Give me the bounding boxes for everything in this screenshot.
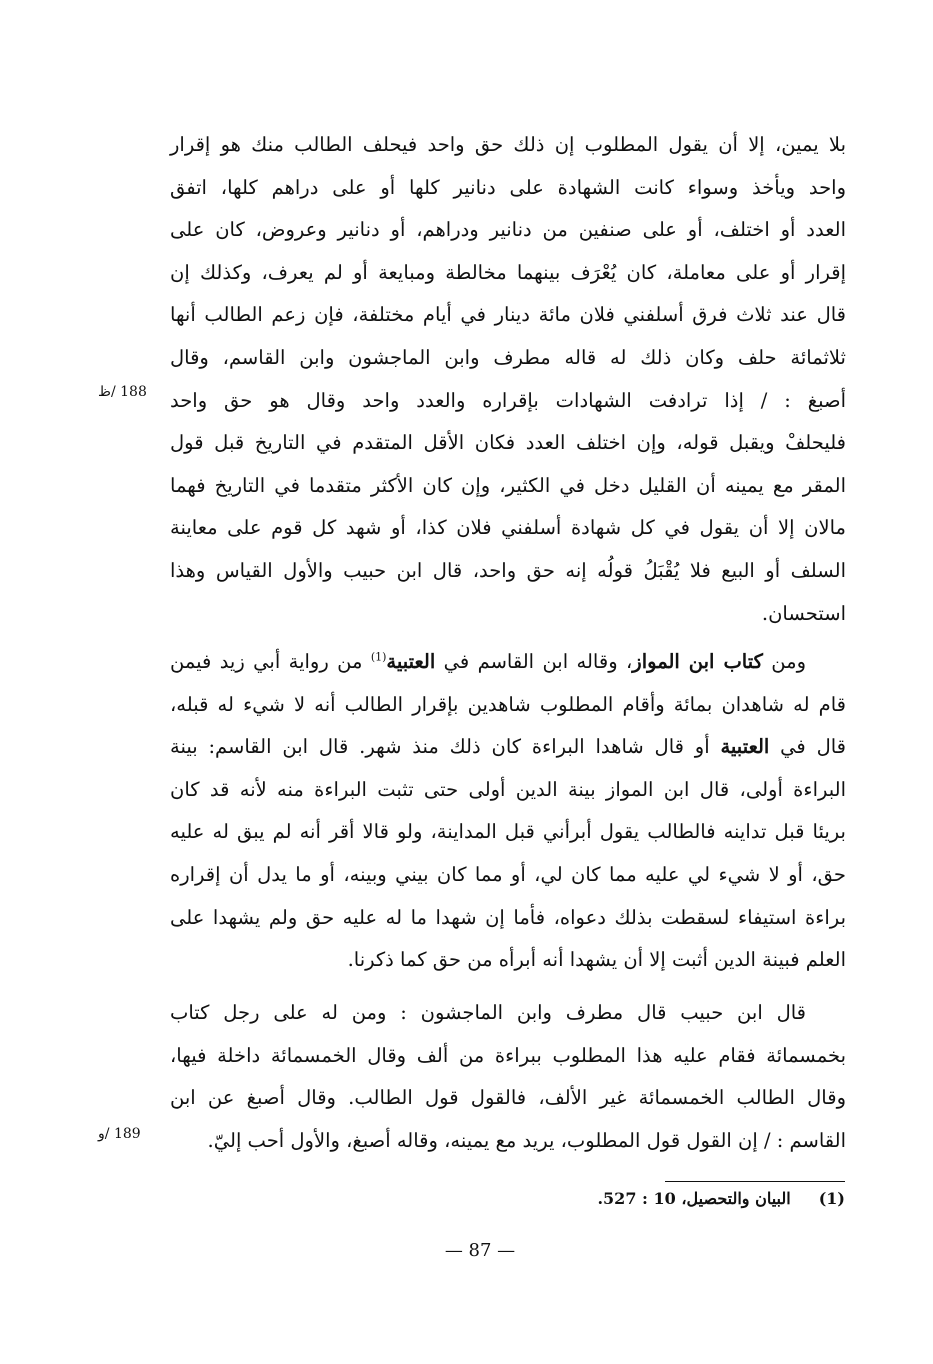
text-run: ومن xyxy=(762,650,807,673)
paragraph-2 xyxy=(170,641,846,982)
text-line: استحسان. xyxy=(761,601,846,625)
text-line: براءة استيفاء لسقطت بذلك دعواه، فأما إن شهدا ما له عليه حق ولم يشهدا على xyxy=(170,905,846,929)
text-line: العلم فبينة الدين أثبت إلا أن يشهدا أنه أبرأه من حق كما ذكرنا. xyxy=(347,948,846,972)
text-line: إقرار أو على معاملة، كان يُعْرَف بينهما مخالطة ومبايعة أو لم يعرف، وكذلك إن xyxy=(170,260,846,284)
footnote-number: (1) xyxy=(818,1189,845,1208)
text-line: قال ابن حبيب قال مطرف وابن الماجشون : ومن له على رجل كتاب xyxy=(170,1001,806,1024)
footnote xyxy=(420,1186,845,1212)
text-line: قال عند ثلاث فرق أسلفني فلان مائة دينار في أيام مختلفة، فإن زعم الطالب أنها xyxy=(170,303,846,327)
footnote-reference: (1) xyxy=(370,650,387,664)
text-line: العدد أو اختلف، أو على صنفين من دنانير ودراهم، أو دنانير وعروض، كان على xyxy=(170,218,846,242)
text-line: بلا يمين، إلا أن يقول المطلوب إن ذلك حق واحد فيحلف الطالب منك هو إقرار xyxy=(170,133,846,156)
text-run: من رواية أبي زيد فيمن xyxy=(170,650,371,673)
source-title: العتبية xyxy=(720,735,770,759)
paragraph-3 xyxy=(170,992,846,1162)
text-line xyxy=(170,726,846,769)
text-line: مالان إلا أن يقول في كل شهادة أسلفني فلان كذا، أو شهد كل قوم على معاينة xyxy=(170,516,846,540)
text-line: البراءة أولى، قال ابن المواز بينة الدين أولى حتى تثبت البراءة منه لأنه قد كان xyxy=(170,777,846,801)
footnote-divider xyxy=(665,1181,845,1182)
text-line: بخمسمائة فقام عليه هذا المطلوب ببراءة من ألف وقال الخمسمائة داخلة فيها، xyxy=(170,1043,846,1067)
text-line: وقال الطالب الخمسمائة غير الألف، فالقول قول الطالب. وقال أصبغ عن ابن xyxy=(170,1086,846,1110)
text-line: بريئا قبل تداينه فالطالب يقول أبرأني قبل المداينة، ولو قالا أقر أنه لم يبق له عليه xyxy=(170,820,846,844)
text-line: أصبغ : / إذا ترادفت الشهادات بإقراره والعدد واحد وقال هو حق واحد xyxy=(170,388,846,412)
folio-marker: 188 /ظ xyxy=(98,384,147,400)
paragraph-1 xyxy=(170,124,846,635)
text-line: واحد ويأخذ وسواء كانت الشهادة على دنانير كلها أو على دراهم كلها، اتفق xyxy=(170,175,846,199)
page-number: — 87 — xyxy=(444,1240,516,1261)
text-run: أو قال شاهدا البراءة كان ذلك منذ شهر. قال ابن القاسم: بينة xyxy=(170,735,721,759)
text-line: فليحلفْ ويقبل قوله، وإن اختلف العدد فكان الأقل المتقدم في التاريخ قبل قول xyxy=(170,431,846,455)
text-line xyxy=(170,641,846,684)
folio-marker: 189 /و xyxy=(98,1126,141,1142)
text-line: السلف أو البيع فلا يُقْبَلُ قولُه إنه حق واحد، قال ابن حبيب والأول القياس وهذا xyxy=(170,558,846,582)
text-line: قام له شاهدان بمائة وأقام المطلوب شاهدين بإقرار الطالب أنه لا شيء له قبله، xyxy=(170,692,846,716)
text-line: ثلاثمائة حلف وكان ذلك له قاله مطرف وابن الماجشون وابن القاسم، وقال xyxy=(170,345,846,369)
text-run: قال في xyxy=(769,735,846,759)
text-run: ، وقاله ابن القاسم في xyxy=(435,650,633,673)
source-title: العتبية xyxy=(386,650,436,673)
text-line: المقر مع يمينه أن القليل دخل في الكثير، وإن كان الأكثر متقدما في التاريخ فهما xyxy=(170,473,846,497)
footnote-text: البيان والتحصيل، 10 : 527. xyxy=(597,1189,791,1208)
text-line: حق، أو لا شيء لي عليه مما كان لي، أو مما كان بيني وبينه، أو ما يدل أن إقراره xyxy=(170,862,846,886)
source-title: كتاب ابن المواز xyxy=(632,650,763,673)
text-line: القاسم : / إن القول قول المطلوب، يريد مع يمينه، وقاله أصبغ، والأول أحب إليّ. xyxy=(207,1128,846,1152)
